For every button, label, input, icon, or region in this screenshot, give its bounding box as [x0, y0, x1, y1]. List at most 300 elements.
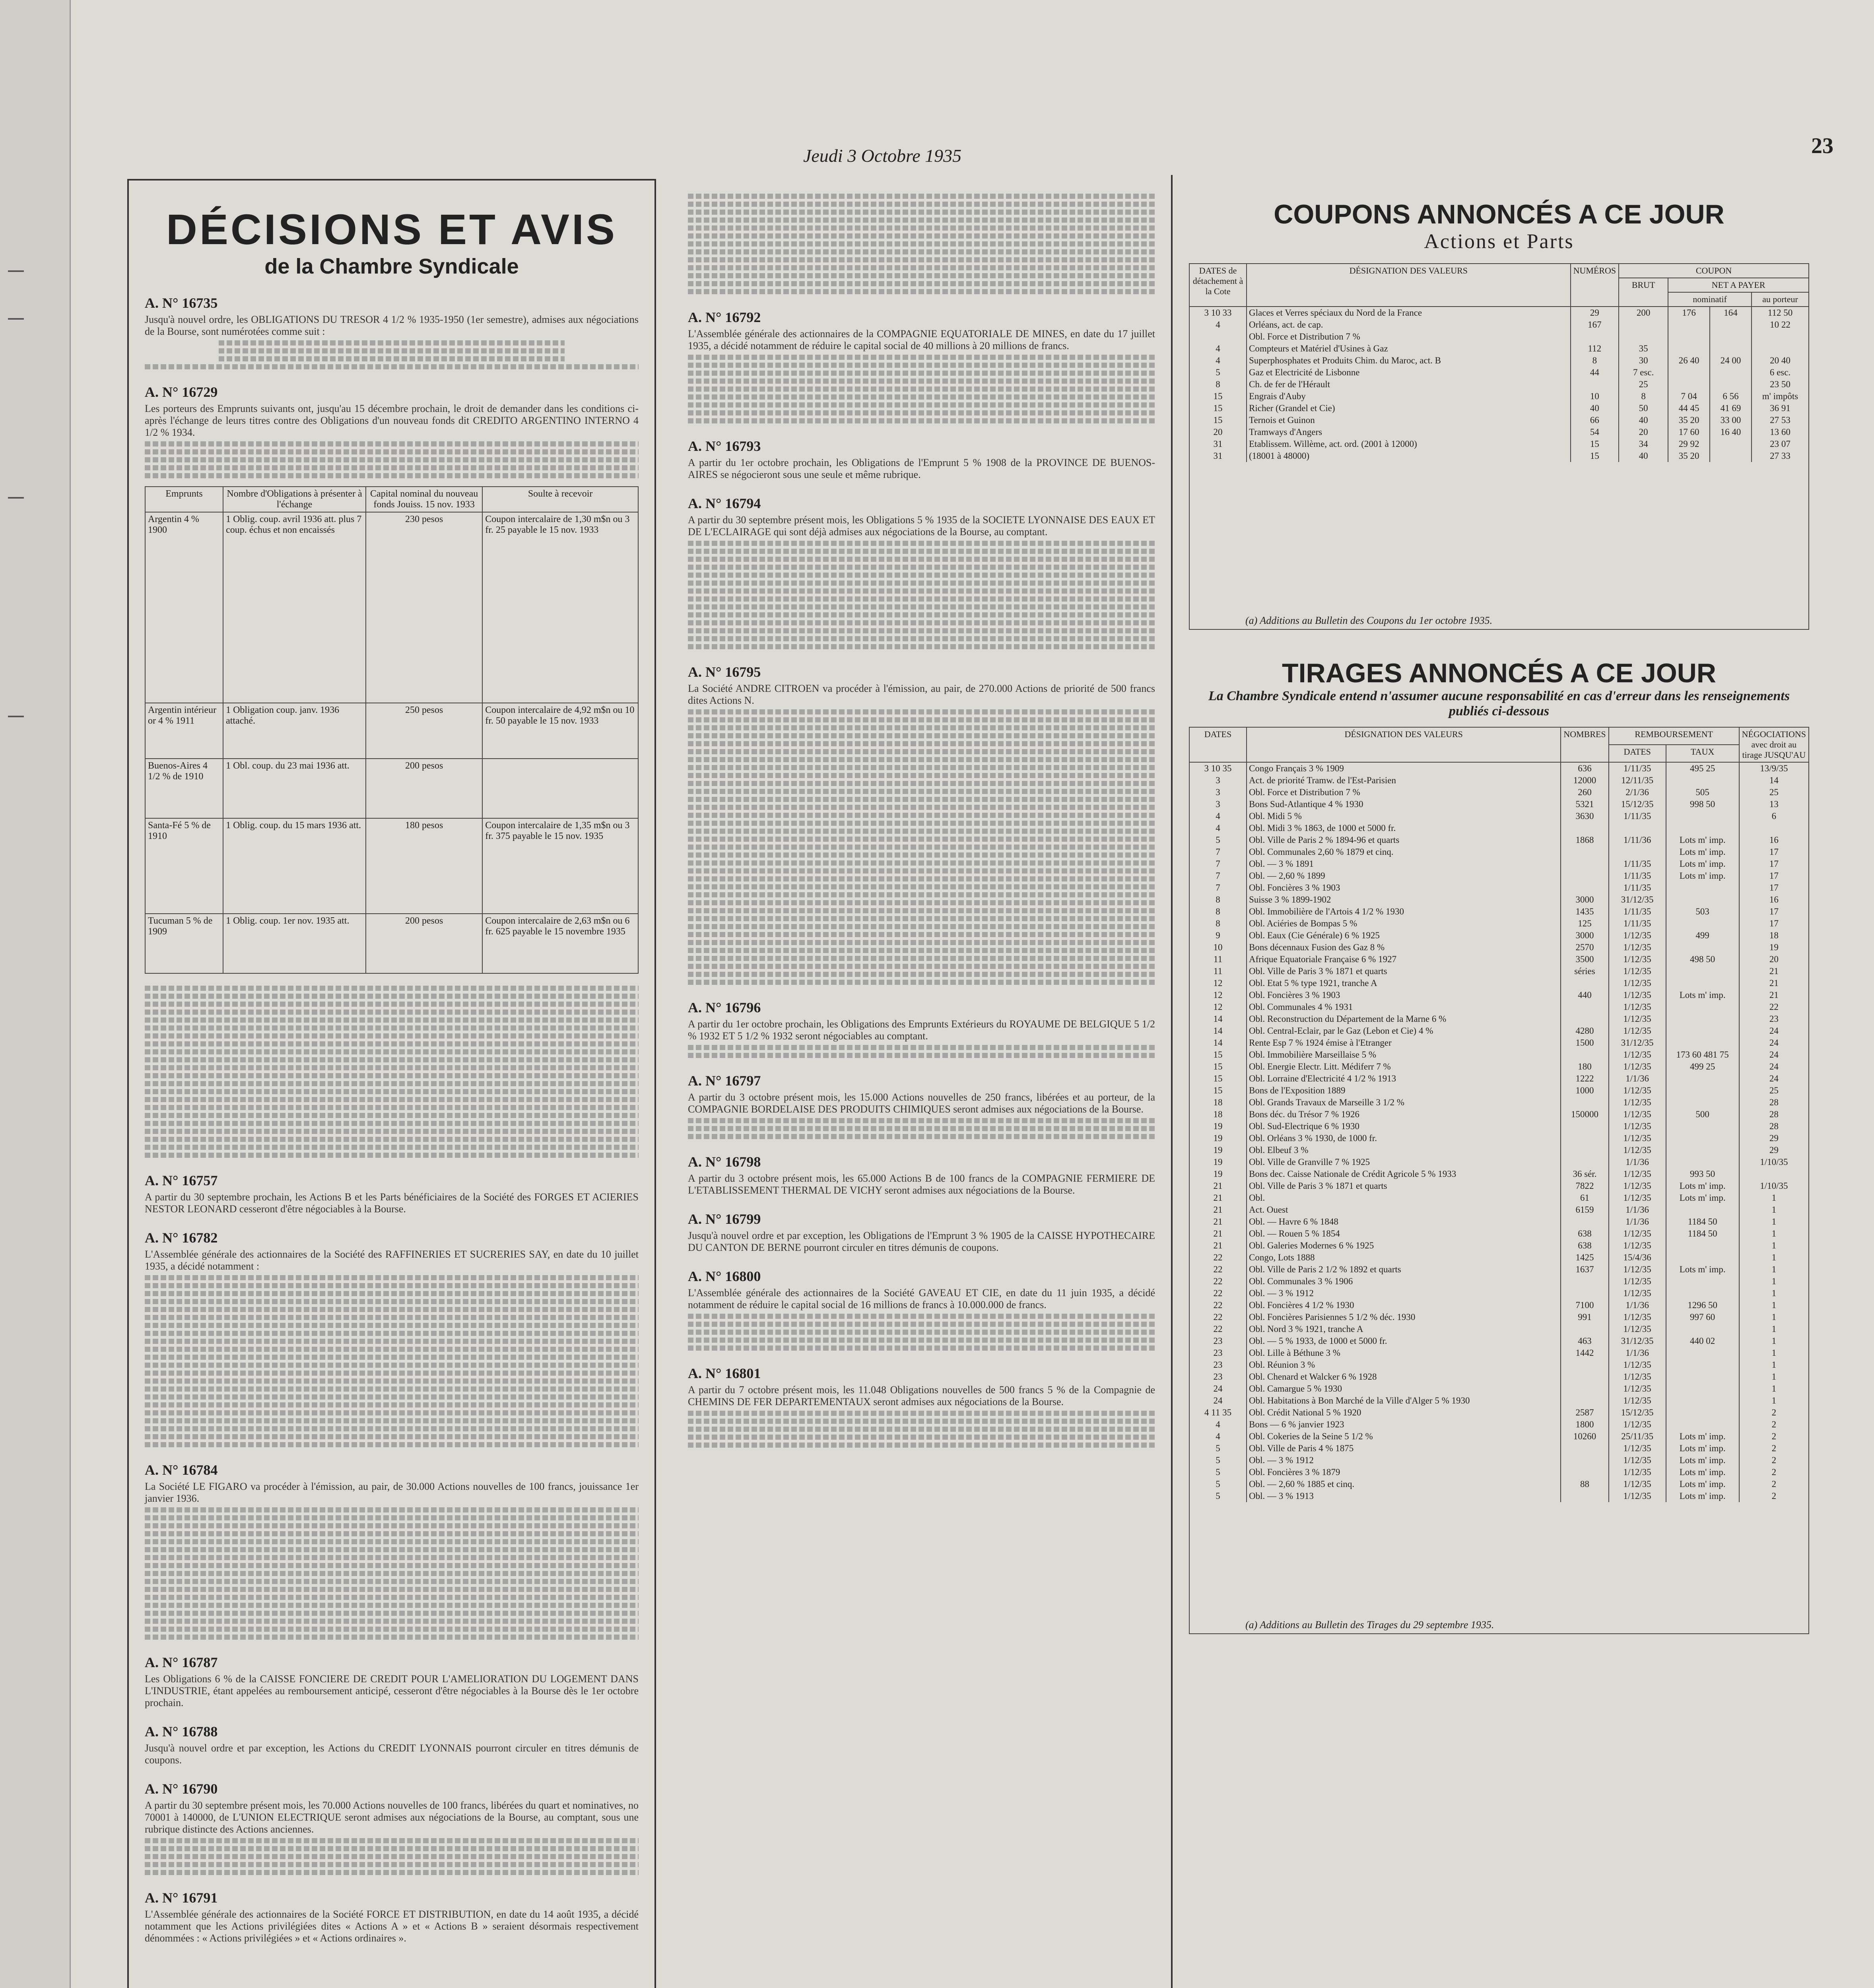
table-cell: 3500: [1561, 953, 1608, 965]
table-cell: [1666, 1085, 1739, 1097]
table-cell: 15/12/35: [1609, 1407, 1666, 1419]
table-cell: 29 92: [1668, 438, 1710, 450]
col-header-coupon: COUPON: [1619, 264, 1809, 278]
table-cell: 31/12/35: [1609, 1335, 1666, 1347]
table-cell: 4: [1189, 343, 1247, 355]
table-cell: 21: [1189, 1180, 1247, 1192]
col-header-dates: DATES de détachement à la Cote: [1189, 264, 1247, 307]
col-header-nombres: NOMBRES: [1561, 727, 1608, 762]
table-cell: 24: [1739, 1073, 1809, 1085]
table-cell: [1666, 1347, 1739, 1359]
table-cell: [1609, 822, 1666, 834]
notice-number: A. N° 16797: [688, 1073, 761, 1089]
table-cell: 1: [1739, 1383, 1809, 1395]
table-cell: Lots m' imp.: [1666, 1180, 1739, 1192]
table-cell: [1561, 1097, 1608, 1109]
table-cell: 20: [1189, 426, 1247, 438]
table-cell: Obl. Habitations à Bon Marché de la Ville d'Alger 5 % 1930: [1247, 1395, 1561, 1407]
table-row: [1189, 1490, 1809, 1502]
table-cell: 200 pesos: [366, 759, 482, 818]
table-row: [1189, 414, 1809, 426]
table-cell: 1/11/35: [1609, 918, 1666, 930]
table-row: [1189, 1180, 1809, 1192]
table-cell: 12000: [1561, 775, 1608, 786]
table-cell: [1561, 1442, 1608, 1454]
notice-16800: [688, 1268, 1155, 1351]
col-header-brut: BRUT: [1619, 278, 1668, 307]
tirages-title: TIRAGES ANNONCÉS A CE JOUR: [1282, 658, 1716, 688]
table-cell: Obl. — Havre 6 % 1848: [1247, 1216, 1561, 1228]
table-cell: 21: [1189, 1228, 1247, 1240]
table-cell: 22: [1189, 1323, 1247, 1335]
table-cell: [1561, 1120, 1608, 1132]
table-cell: 22: [1739, 1001, 1809, 1013]
table-cell: 1/12/35: [1609, 1144, 1666, 1156]
table-cell: Obl. Ville de Paris 3 % 1871 et quarts: [1247, 1180, 1561, 1192]
table-cell: 20: [1739, 953, 1809, 965]
decisions-subtitle: de la Chambre Syndicale: [264, 254, 519, 278]
table-cell: Glaces et Verres spéciaux du Nord de la France: [1247, 307, 1571, 319]
table-cell: [1561, 1383, 1608, 1395]
table-cell: 6: [1739, 810, 1809, 822]
table-cell: 25: [1739, 1085, 1809, 1097]
table-row: [1189, 1347, 1809, 1359]
notice-number: A. N° 16801: [688, 1365, 761, 1381]
notice-16757: [145, 1172, 639, 1215]
table-cell: Obl. Force et Distribution 7 %: [1247, 331, 1571, 343]
table-cell: 2: [1739, 1407, 1809, 1419]
table-cell: 8: [1189, 918, 1247, 930]
column-divider: [1171, 175, 1173, 1988]
table-cell: Argentin 4 % 1900: [145, 512, 223, 703]
table-cell: Buenos-Aires 4 1/2 % de 1910: [145, 759, 223, 818]
table-cell: 8: [1571, 355, 1619, 367]
table-cell: Obl. Midi 3 % 1863, de 1000 et 5000 fr.: [1247, 822, 1561, 834]
table-cell: 15: [1189, 1061, 1247, 1073]
table-cell: 1435: [1561, 906, 1608, 918]
table-cell: 31/12/35: [1609, 1037, 1666, 1049]
table-cell: [1561, 1132, 1608, 1144]
table-cell: 24: [1739, 1061, 1809, 1073]
table-cell: [1666, 1240, 1739, 1252]
table-cell: Act. Ouest: [1247, 1204, 1561, 1216]
table-cell: 1/12/35: [1609, 1311, 1666, 1323]
table-cell: [1561, 1013, 1608, 1025]
table-cell: [1561, 1454, 1608, 1466]
table-cell: Lots m' imp.: [1666, 1264, 1739, 1276]
table-row: [145, 759, 638, 818]
table-cell: 14: [1189, 1037, 1247, 1049]
table-cell: 1: [1739, 1276, 1809, 1287]
table-cell: Rente Esp 7 % 1924 émise à l'Etranger: [1247, 1037, 1561, 1049]
table-row: [1189, 1049, 1809, 1061]
table-cell: Obl. Energie Electr. Litt. Médiferr 7 %: [1247, 1061, 1561, 1073]
table-cell: 1: [1739, 1192, 1809, 1204]
table-cell: 1/12/35: [1609, 1109, 1666, 1120]
coupons-title: COUPONS ANNONCÉS A CE JOUR: [1274, 199, 1724, 229]
table-cell: Obl. Reconstruction du Département de la Marne 6 %: [1247, 1013, 1561, 1025]
table-cell: 1/12/35: [1609, 1454, 1666, 1466]
table-row: [1189, 1120, 1809, 1132]
table-cell: 15: [1189, 1073, 1247, 1085]
table-cell: Afrique Equatoriale Française 6 % 1927: [1247, 953, 1561, 965]
table-cell: Obl. Communales 2,60 % 1879 et cinq.: [1247, 846, 1561, 858]
table-cell: Obl. Orléans 3 % 1930, de 1000 fr.: [1247, 1132, 1561, 1144]
table-cell: [1666, 1156, 1739, 1168]
table-cell: Obl. Foncières Parisiennes 5 1/2 % déc. 1930: [1247, 1311, 1561, 1323]
table-cell: 17: [1739, 846, 1809, 858]
table-row: [1189, 1335, 1809, 1347]
table-cell: [1666, 882, 1739, 894]
table-row: [1189, 1276, 1809, 1287]
table-cell: [1561, 1001, 1608, 1013]
table-cell: 1/12/35: [1609, 1097, 1666, 1109]
table-cell: 15: [1571, 438, 1619, 450]
col-header-emprunts: Emprunts: [145, 487, 223, 512]
table-cell: 463: [1561, 1335, 1608, 1347]
table-cell: Obl. Galeries Modernes 6 % 1925: [1247, 1240, 1561, 1252]
table-cell: Obl. Ville de Paris 2 1/2 % 1892 et quarts: [1247, 1264, 1561, 1276]
table-cell: Argentin intérieur or 4 % 1911: [145, 703, 223, 759]
table-cell: Lots m' imp.: [1666, 989, 1739, 1001]
table-row: [1189, 1323, 1809, 1335]
table-row: [1189, 1097, 1809, 1109]
table-cell: 10: [1571, 390, 1619, 402]
notice-number: A. N° 16799: [688, 1211, 761, 1227]
table-cell: 5: [1189, 367, 1247, 379]
table-cell: 1425: [1561, 1252, 1608, 1264]
table-cell: 998 50: [1666, 798, 1739, 810]
table-cell: 8: [1189, 379, 1247, 390]
table-cell: [1571, 331, 1619, 343]
table-cell: 15: [1189, 390, 1247, 402]
table-cell: 1/1/36: [1609, 1347, 1666, 1359]
table-cell: 15: [1189, 1049, 1247, 1061]
table-cell: 3 10 33: [1189, 307, 1247, 319]
table-cell: [1666, 1276, 1739, 1287]
notice-number: A. N° 16790: [145, 1781, 218, 1797]
table-cell: 500: [1666, 1109, 1739, 1120]
table-cell: 2570: [1561, 942, 1608, 953]
decisions-column: [127, 179, 656, 1988]
table-cell: 23: [1189, 1371, 1247, 1383]
table-cell: 1: [1739, 1216, 1809, 1228]
table-cell: 15: [1571, 450, 1619, 462]
table-cell: 636: [1561, 762, 1608, 775]
table-cell: [1666, 918, 1739, 930]
table-row: [1189, 977, 1809, 989]
table-cell: Obl. Immobilière Marseillaise 5 %: [1247, 1049, 1561, 1061]
table-cell: 1/1/36: [1609, 1216, 1666, 1228]
table-row: [1189, 1371, 1809, 1383]
table-cell: 1/12/35: [1609, 1323, 1666, 1335]
table-row: [145, 703, 638, 759]
notice-number: A. N° 16796: [688, 1000, 761, 1015]
table-cell: 7: [1189, 882, 1247, 894]
table-cell: [1561, 1216, 1608, 1228]
table-cell: 2: [1739, 1490, 1809, 1502]
table-cell: 5: [1189, 834, 1247, 846]
table-cell: 21: [1739, 965, 1809, 977]
table-cell: 1/12/35: [1609, 977, 1666, 989]
page-date-header: Jeudi 3 Octobre 1935: [803, 146, 962, 166]
table-cell: Lots m' imp.: [1666, 1442, 1739, 1454]
table-row: [1189, 390, 1809, 402]
table-cell: 1000: [1561, 1085, 1608, 1097]
table-cell: 4: [1189, 810, 1247, 822]
notice-number: A. N° 16800: [688, 1268, 761, 1284]
table-cell: 993 50: [1666, 1168, 1739, 1180]
table-cell: 1: [1739, 1228, 1809, 1240]
table-cell: 1/1/36: [1609, 1073, 1666, 1085]
table-cell: 1/12/35: [1609, 1383, 1666, 1395]
table-cell: 2: [1739, 1454, 1809, 1466]
table-cell: 7 esc.: [1619, 367, 1668, 379]
table-cell: [1561, 822, 1608, 834]
table-cell: 503: [1666, 906, 1739, 918]
table-cell: 15: [1189, 414, 1247, 426]
table-cell: 7 04: [1668, 390, 1710, 402]
table-cell: Ch. de fer de l'Hérault: [1247, 379, 1571, 390]
table-cell: 6159: [1561, 1204, 1608, 1216]
notice-text: L'Assemblée générale des actionnaires de la Société FORCE ET DISTRIBUTION, en date du 14 août 1935, a décidé notamment que les Actions privilégiées dites « Actions A » et « Actions B » seraient désormais respectivement dénommées : « Actions privilégiées » et « Actions ordinaires ».: [145, 1908, 639, 1944]
table-cell: 22: [1189, 1264, 1247, 1276]
table-cell: 17: [1739, 858, 1809, 870]
table-row: [1189, 775, 1809, 786]
table-cell: 1: [1739, 1287, 1809, 1299]
table-row: [1189, 331, 1809, 343]
table-cell: 1: [1739, 1395, 1809, 1407]
table-cell: 23: [1189, 1335, 1247, 1347]
table-cell: 24: [1189, 1383, 1247, 1395]
table-cell: 4 11 35: [1189, 1407, 1247, 1419]
table-cell: 4280: [1561, 1025, 1608, 1037]
table-cell: 180 pesos: [366, 818, 482, 914]
table-cell: 8: [1189, 894, 1247, 906]
table-cell: 1/12/35: [1609, 1276, 1666, 1287]
table-cell: 1/12/35: [1609, 1168, 1666, 1180]
table-cell: 1/12/35: [1609, 1240, 1666, 1252]
table-row: [1189, 762, 1809, 775]
table-cell: 3: [1189, 786, 1247, 798]
table-cell: 22: [1189, 1252, 1247, 1264]
table-cell: Lots m' imp.: [1666, 870, 1739, 882]
table-cell: 12: [1189, 977, 1247, 989]
table-cell: [1752, 331, 1809, 343]
table-cell: 1: [1739, 1347, 1809, 1359]
table-row: [1189, 1419, 1809, 1431]
notice-16798: [688, 1153, 1155, 1196]
table-row: [1189, 426, 1809, 438]
table-cell: [1561, 1323, 1608, 1335]
notice-text: L'Assemblée générale des actionnaires de la Société GAVEAU ET CIE, en date du 11 juin 1935, a décidé notamment de réduire le capital social de 16 millions de francs à 10.000.000 de francs.: [688, 1287, 1155, 1310]
table-cell: 2: [1739, 1431, 1809, 1442]
table-cell: 19: [1189, 1120, 1247, 1132]
table-cell: 23 50: [1752, 379, 1809, 390]
table-cell: 27 53: [1752, 414, 1809, 426]
table-cell: Obl. Chenard et Walcker 6 % 1928: [1247, 1371, 1561, 1383]
table-row: [1189, 882, 1809, 894]
table-cell: 44: [1571, 367, 1619, 379]
table-row: [1189, 307, 1809, 319]
table-cell: Obl. Foncières 3 % 1903: [1247, 989, 1561, 1001]
table-cell: 1/12/35: [1609, 953, 1666, 965]
table-cell: Lots m' imp.: [1666, 1192, 1739, 1204]
table-cell: [1668, 343, 1710, 355]
table-cell: [1666, 822, 1739, 834]
table-cell: 1/12/35: [1609, 1478, 1666, 1490]
table-row: [1189, 1478, 1809, 1490]
table-row: [1189, 1156, 1809, 1168]
table-cell: Coupon intercalaire de 1,30 m$n ou 3 fr. 25 payable le 15 nov. 1933: [482, 512, 638, 703]
table-row: [1189, 1037, 1809, 1049]
table-row: [1189, 1109, 1809, 1120]
table-cell: Obl. — 3 % 1891: [1247, 858, 1561, 870]
table-row: [1189, 870, 1809, 882]
table-cell: [1739, 822, 1809, 834]
table-cell: Bons dec. Caisse Nationale de Crédit Agricole 5 % 1933: [1247, 1168, 1561, 1180]
table-cell: 21: [1739, 989, 1809, 1001]
table-cell: 16: [1739, 894, 1809, 906]
coupons-tirages-column: [1173, 179, 1825, 1988]
table-cell: 8: [1619, 390, 1668, 402]
table-cell: 11: [1189, 953, 1247, 965]
table-cell: Obl. — 3 % 1912: [1247, 1454, 1561, 1466]
table-cell: 14: [1189, 1013, 1247, 1025]
table-cell: 29: [1571, 307, 1619, 319]
table-cell: 31: [1189, 450, 1247, 462]
table-cell: 28: [1739, 1120, 1809, 1132]
table-cell: [1668, 379, 1710, 390]
table-cell: [1666, 1287, 1739, 1299]
table-cell: Obl. Foncières 4 1/2 % 1930: [1247, 1299, 1561, 1311]
table-cell: [1666, 1013, 1739, 1025]
table-cell: Obl. Cokeries de la Seine 5 1/2 %: [1247, 1431, 1561, 1442]
table-cell: Ternois et Guinon: [1247, 414, 1571, 426]
table-cell: Act. de priorité Tramw. de l'Est-Parisien: [1247, 775, 1561, 786]
table-cell: 4: [1189, 355, 1247, 367]
table-row: [1189, 1442, 1809, 1454]
table-cell: [1666, 977, 1739, 989]
table-cell: 17: [1739, 906, 1809, 918]
table-cell: 29: [1739, 1144, 1809, 1156]
table-cell: 16 40: [1710, 426, 1752, 438]
table-cell: [1666, 1001, 1739, 1013]
notice-number: A. N° 16729: [145, 384, 218, 400]
notice-text: A partir du 1er octobre prochain, les Obligations des Emprunts Extérieurs du ROYAUME DE BELGIQUE 5 1/2 % 1932 ET 5 1/2 % 1932 seront négociables au comptant.: [688, 1018, 1155, 1042]
table-cell: Coupon intercalaire de 1,35 m$n ou 3 fr. 375 payable le 15 nov. 1935: [482, 818, 638, 914]
table-cell: 4: [1189, 1431, 1247, 1442]
table-cell: 7100: [1561, 1299, 1608, 1311]
table-cell: Obl. Eaux (Cie Générale) 6 % 1925: [1247, 930, 1561, 942]
table-cell: 24: [1739, 1025, 1809, 1037]
table-cell: [1666, 1252, 1739, 1264]
table-cell: 4: [1189, 822, 1247, 834]
table-cell: [1710, 379, 1752, 390]
table-cell: 1/12/35: [1609, 1228, 1666, 1240]
table-cell: [1666, 1323, 1739, 1335]
table-row: [145, 512, 638, 703]
table-cell: 1/12/35: [1609, 1085, 1666, 1097]
table-cell: 176: [1668, 307, 1710, 319]
table-cell: [1561, 1049, 1608, 1061]
table-cell: 36 91: [1752, 402, 1809, 414]
table-row: [1189, 1395, 1809, 1407]
table-cell: 25: [1739, 786, 1809, 798]
table-cell: Obl. Foncières 3 % 1903: [1247, 882, 1561, 894]
table-cell: Orléans, act. de cap.: [1247, 319, 1571, 331]
notice-number: A. N° 16788: [145, 1724, 218, 1740]
table-cell: 499: [1666, 930, 1739, 942]
table-cell: 14: [1739, 775, 1809, 786]
table-cell: 28: [1739, 1097, 1809, 1109]
table-row: [1189, 1240, 1809, 1252]
notice-16787: [145, 1654, 639, 1709]
table-cell: 1: [1739, 1264, 1809, 1276]
table-cell: 1296 50: [1666, 1299, 1739, 1311]
table-cell: 21: [1189, 1204, 1247, 1216]
col-header-capital: Capital nominal du nouveau fonds Jouiss. 15 nov. 1933: [366, 487, 482, 512]
table-cell: [1561, 882, 1608, 894]
table-cell: 40: [1571, 402, 1619, 414]
notice-16792: [688, 309, 1155, 423]
table-cell: Obl. — 2,60 % 1885 et cinq.: [1247, 1478, 1561, 1490]
notice-text: L'Assemblée générale des actionnaires de la Société des RAFFINERIES ET SUCRERIES SAY, en date du 10 juillet 1935, a décidé notamment :: [145, 1248, 639, 1272]
table-cell: 19: [1739, 942, 1809, 953]
table-cell: 1/10/35: [1739, 1156, 1809, 1168]
table-cell: Obl. Grands Travaux de Marseille 3 1/2 %: [1247, 1097, 1561, 1109]
table-cell: 66: [1571, 414, 1619, 426]
table-cell: Obl. — Rouen 5 % 1854: [1247, 1228, 1561, 1240]
table-cell: 495 25: [1666, 762, 1739, 775]
notice-16735: [145, 295, 639, 369]
table-row: [1189, 1132, 1809, 1144]
table-cell: 1/1/36: [1609, 1156, 1666, 1168]
table-cell: 13 60: [1752, 426, 1809, 438]
table-cell: [1666, 1132, 1739, 1144]
table-cell: 24: [1739, 1049, 1809, 1061]
coupons-table: [1189, 263, 1809, 462]
table-row: [1189, 798, 1809, 810]
table-cell: 2: [1739, 1478, 1809, 1490]
table-cell: 10: [1189, 942, 1247, 953]
table-cell: 88: [1561, 1478, 1608, 1490]
tirages-table: [1189, 727, 1809, 1502]
table-cell: 50: [1619, 402, 1668, 414]
table-cell: 1800: [1561, 1419, 1608, 1431]
table-cell: 5: [1189, 1442, 1247, 1454]
table-cell: 13: [1739, 798, 1809, 810]
table-cell: 1/1/36: [1609, 1204, 1666, 1216]
table-row: [1189, 1073, 1809, 1085]
table-cell: [1666, 1407, 1739, 1419]
table-cell: Obl. Etat 5 % type 1921, tranche A: [1247, 977, 1561, 989]
table-cell: Obl. Immobilière de l'Artois 4 1/2 % 1930: [1247, 906, 1561, 918]
table-cell: 40: [1619, 450, 1668, 462]
table-row: [1189, 1228, 1809, 1240]
table-cell: Bons décennaux Fusion des Gaz 8 %: [1247, 942, 1561, 953]
notice-number: A. N° 16791: [145, 1890, 218, 1906]
table-cell: 1/12/35: [1609, 1419, 1666, 1431]
table-cell: 1/12/35: [1609, 1120, 1666, 1132]
table-cell: [1571, 379, 1619, 390]
table-row: [1189, 1407, 1809, 1419]
table-cell: Superphosphates et Produits Chim. du Maroc, act. B: [1247, 355, 1571, 367]
notice-16729: [145, 384, 639, 1158]
table-cell: 4: [1189, 1419, 1247, 1431]
notice-number: A. N° 16784: [145, 1462, 218, 1478]
table-cell: Bons de l'Exposition 1889: [1247, 1085, 1561, 1097]
